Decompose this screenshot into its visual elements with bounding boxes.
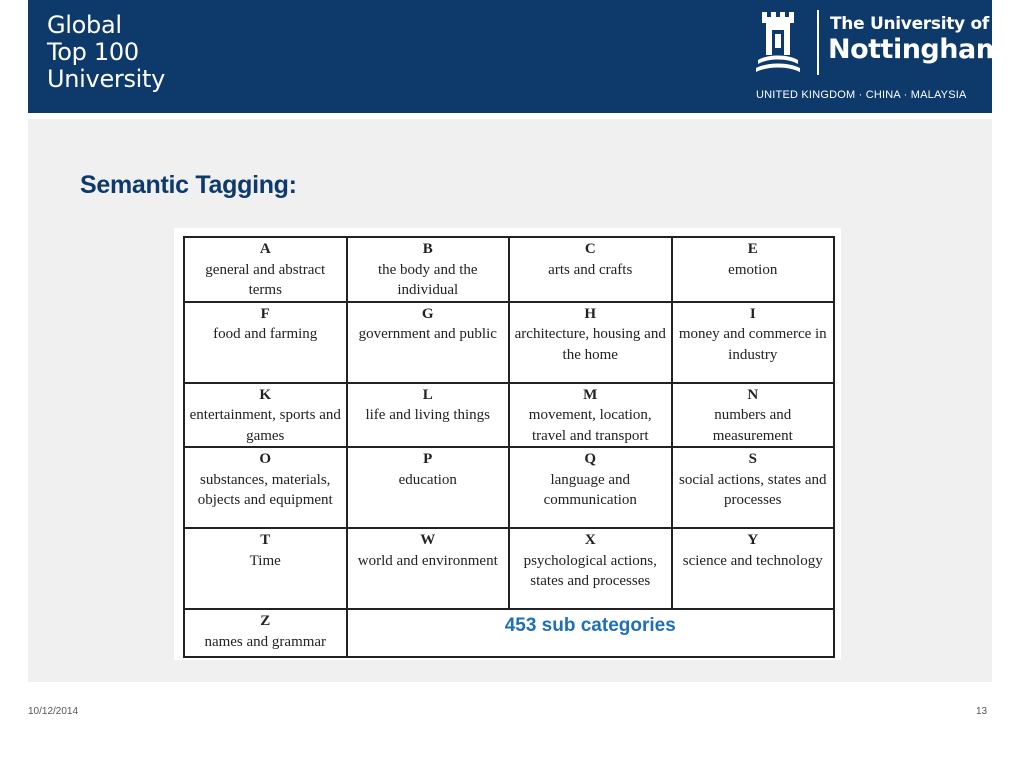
category-description: money and commerce in industry	[678, 326, 827, 363]
category-code: M	[583, 386, 598, 403]
category-code: Q	[584, 451, 597, 467]
table-row	[184, 528, 834, 609]
tagline-line-1: Global	[47, 11, 122, 39]
university-crest-icon	[754, 10, 802, 74]
category-description: substances, materials, objects and equipment	[197, 471, 333, 508]
category-cell	[509, 383, 672, 448]
category-description: education	[398, 471, 457, 488]
category-description: arts and crafts	[548, 261, 633, 278]
semantic-categories-table	[183, 236, 835, 658]
logo-university-of: The University of	[830, 14, 989, 34]
category-code: S	[748, 451, 757, 467]
category-cell	[672, 302, 835, 383]
category-cell	[184, 302, 347, 383]
category-description: architecture, housing and the home	[514, 326, 666, 363]
category-cell	[184, 447, 347, 528]
table-row	[184, 609, 834, 657]
category-description: language and communication	[543, 471, 637, 508]
category-cell	[184, 383, 347, 448]
logo-divider	[817, 10, 819, 75]
category-cell	[347, 383, 510, 448]
category-description: food and farming	[213, 326, 318, 342]
category-cell	[347, 447, 510, 528]
category-cell	[509, 302, 672, 383]
category-cell	[509, 528, 672, 609]
table-row	[184, 447, 834, 528]
category-description: world and environment	[357, 552, 498, 569]
category-code: Y	[747, 532, 759, 548]
semantic-categories-figure	[174, 228, 841, 660]
category-cell	[672, 237, 835, 302]
category-code: X	[584, 532, 596, 548]
logo-campuses: UNITED KINGDOM · CHINA · MALAYSIA	[756, 89, 967, 101]
category-cell	[672, 383, 835, 448]
table-row	[184, 237, 834, 302]
category-cell	[672, 528, 835, 609]
category-description: science and technology	[682, 552, 823, 569]
slide-content	[28, 119, 992, 682]
category-description: Time	[249, 552, 281, 569]
logo-nottingham: Nottingham	[828, 34, 1004, 65]
category-cell	[184, 528, 347, 609]
category-cell	[347, 237, 510, 302]
table-row	[184, 383, 834, 448]
category-cell	[184, 237, 347, 302]
category-description: movement, location, travel and transport	[528, 407, 652, 444]
category-description: general and abstract terms	[205, 261, 326, 298]
category-code: Z	[260, 613, 271, 629]
category-code: W	[420, 532, 436, 548]
category-description: psychological actions, states and processes	[523, 552, 657, 589]
category-cell	[672, 447, 835, 528]
category-code: E	[747, 241, 758, 257]
category-description: social actions, states and processes	[679, 471, 827, 508]
category-code: K	[259, 386, 272, 403]
page-number: 13	[976, 706, 988, 717]
category-code: N	[747, 386, 759, 403]
category-code: T	[260, 532, 271, 548]
category-cell	[347, 528, 510, 609]
tagline-line-2: Top 100	[47, 38, 139, 66]
table-row	[184, 302, 834, 383]
category-description: emotion	[728, 261, 778, 278]
category-code: P	[423, 451, 433, 467]
footer-date: 10/12/2014	[28, 706, 79, 717]
category-description: names and grammar	[204, 633, 327, 650]
tagline-line-3: University	[47, 65, 166, 93]
category-cell	[184, 609, 347, 657]
category-cell	[347, 302, 510, 383]
category-code: O	[259, 451, 272, 467]
category-code: B	[422, 241, 433, 257]
category-description: entertainment, sports and games	[189, 407, 341, 444]
category-code: I	[749, 305, 756, 322]
subcategory-count-note: 453 sub categories	[347, 609, 835, 657]
category-code: C	[584, 241, 596, 257]
category-code: H	[584, 305, 597, 322]
category-cell	[509, 237, 672, 302]
category-description: life and living things	[365, 407, 491, 423]
slide-title: Semantic Tagging:	[80, 171, 297, 199]
category-description: the body and the individual	[377, 261, 478, 298]
header-banner	[28, 0, 1004, 113]
category-description: numbers and measurement	[712, 407, 793, 444]
category-cell	[509, 447, 672, 528]
category-code: L	[422, 386, 433, 403]
category-code: F	[260, 305, 270, 322]
category-code: A	[259, 241, 271, 257]
header-tagline	[47, 12, 165, 93]
category-code: G	[421, 305, 434, 322]
category-description: government and public	[358, 326, 497, 342]
